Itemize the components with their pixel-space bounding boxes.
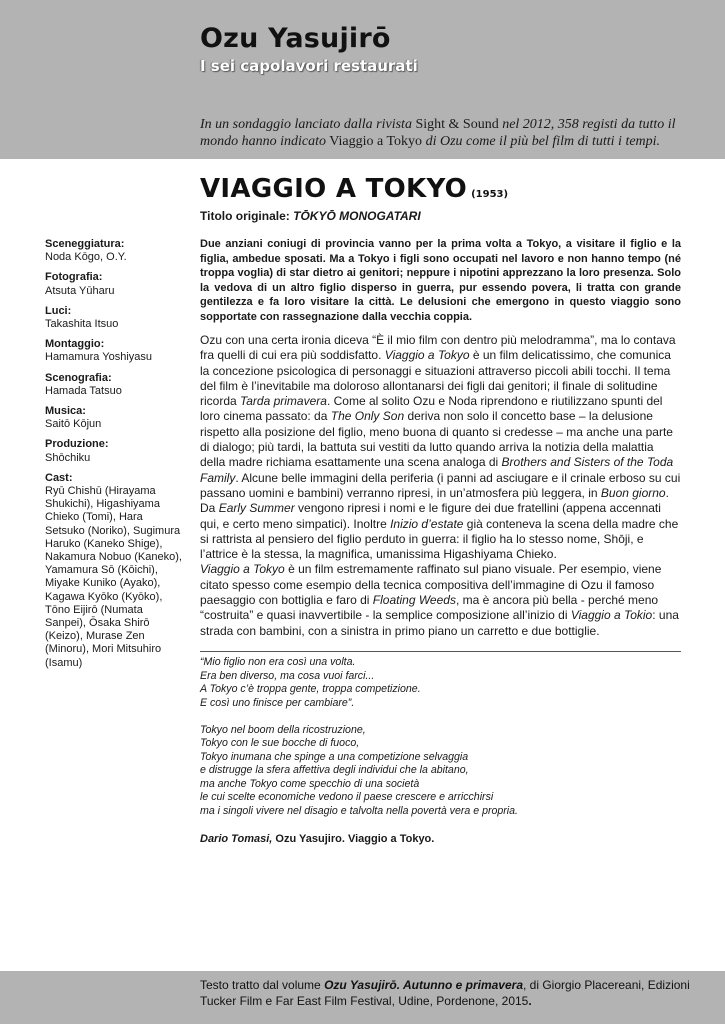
film-reference: Tarda primavera (240, 394, 327, 409)
intro-text (200, 116, 700, 150)
citation-author: Dario Tomasi, (200, 833, 273, 845)
quote-line: ma anche Tokyo come specchio di una società (200, 777, 420, 790)
film-reference: Brothers and Sisters of the Toda Family (200, 455, 674, 485)
intro-part2: nel 2012, 358 registi da tutto il mondo hanno indicato (200, 117, 676, 149)
text-run: già conteneva la scena della madre che si rattrista al pensiero del figlio perduto in guerra: il figlio ha lo stesso nome, Shōji, e l’attrice è la stessa, la magnifica, umanissima Higashiyama Chieko. (200, 516, 679, 562)
credit-role: Montaggio: (45, 338, 105, 351)
credit-role: Cast: (45, 471, 73, 484)
credit-role: Sceneggiatura: (45, 238, 125, 250)
credit-role: Fotografia: (45, 271, 103, 284)
credit-name: Noda Kōgo, O.Y. (45, 251, 127, 264)
intro-film: Viaggio a Tokyo (329, 134, 423, 149)
credits-column (45, 238, 185, 677)
text-run: . Da (200, 485, 669, 516)
quote-line: A Tokyo c’è troppa gente, troppa competizione. (200, 683, 421, 695)
text-run: deriva non solo il concetto base – la delusione rispetto alla posizione del figlio, meno buona di quanto si credesse – ma anche una parte di dialogo; più tardi, la battuta sui vestiti da lutto quando arriva la notizia della malattia della madre richiama esattamente una scena analoga di (200, 409, 673, 470)
film-reference: Floating Weeds (372, 593, 456, 608)
source-end: . (528, 993, 532, 1008)
credit-name: Takashita Itsuo (45, 318, 119, 331)
film-year: (1953) (471, 189, 509, 200)
source-details: , di Giorgio Placereani, Edizioni Tucker Film e Far East Film Festival, Udine, Pordenone, 2015 (200, 978, 690, 1008)
quote-line: ma i singoli vivere nel disagio e talvolta nella povertà vera e propria. (200, 804, 518, 817)
film-title: VIAGGIO A TOKYO (200, 174, 468, 204)
quote-citation (200, 833, 434, 845)
credit-name: Hamada Tatsuo (45, 384, 122, 397)
source-book-title: Ozu Yasujirō. Autunno e primavera (324, 978, 523, 992)
text-run: . Alcune belle immagini della periferia (i panni ad asciugare e il crinale erboso su cui passano uomini e bambini) verranno ripresi, in un’atmosfera più leggera, in (200, 470, 681, 500)
film-reference: Inizio d’estate (390, 516, 464, 531)
credit-name: Hamamura Yoshiyasu (45, 351, 153, 364)
quote-line: le cui scelte economiche vedono il paese crescere e arricchirsi (200, 791, 494, 803)
credit-role: Scenografia: (45, 371, 112, 384)
film-reference: The Only Son (330, 409, 405, 424)
intro-part1: In un sondaggio lanciato dalla rivista (200, 117, 412, 132)
page-title: Ozu Yasujirō (200, 23, 391, 54)
article-paragraph (200, 562, 681, 638)
text-run: è un film estremamente raffinato sul piano visuale. Per esempio, viene citato spesso come esempio della tecnica compositiva dell’immagine di Ozu il famoso paesaggio con bottiglia e faro di (200, 562, 662, 608)
credit-photography (45, 271, 185, 297)
source-prefix: Testo tratto dal volume (200, 978, 325, 992)
text-run: . Come al solito Ozu e Noda riprendono e riutilizzano spunti del loro cinema passato: da (200, 394, 663, 424)
quote-block (200, 656, 681, 832)
citation-work: Ozu Yasujiro. Viaggio a Tokyo. (275, 833, 435, 845)
text-run: Ozu con una certa ironia diceva “È il mio film con dentro più melodramma”, ma lo contava fra quelli di cui era più soddisfatto. (200, 333, 676, 363)
credit-role: Produzione: (45, 438, 109, 451)
quote-line: e distrugge la sfera affettiva degli individui che la abitano, (200, 764, 469, 776)
original-title (200, 209, 421, 223)
credit-set-design (45, 372, 185, 398)
film-heading (200, 174, 508, 204)
film-reference: Early Summer (218, 501, 295, 516)
film-reference: Viaggio a Tokyo (384, 348, 470, 363)
quote-line: Tokyo con le sue bocche di fuoco, (200, 737, 360, 749)
credit-role: Luci: (45, 304, 72, 317)
article-paragraph (200, 333, 681, 562)
credit-name: Ryū Chishū (Hirayama Shukichi), Higashiyama Chieko (Tomi), Hara Setsuko (Noriko), Sugimura Haruko (Kaneko Shige), Nakamura Nobuo (Kaneko), Yamamura Sō (Kōichi), Miyake Kuniko (Ayako), Kagawa Kyōko (Kyōko), Tōno Eijirō (Numata Sanpei), Ōsaka Shirō (Keizo), Murase Zen (Minoru), Mori Mitsuhiro (Isamu) (45, 485, 182, 669)
film-reference: Viaggio a Tokyo (200, 562, 285, 577)
credit-role: Musica: (45, 405, 86, 418)
quote-line: Tokyo nel boom della ricostruzione, (200, 723, 366, 736)
page-subtitle: I sei capolavori restaurati (200, 57, 418, 75)
original-title-value: TŌKYŌ MONOGATARI (293, 209, 421, 223)
quote-line: Tokyo inumana che spinge a una competizione selvaggia (200, 750, 469, 763)
intro-part3: di Ozu come il più bel film di tutti i tempi. (425, 134, 661, 149)
film-reference: Buon giorno (600, 485, 666, 500)
credit-screenplay (45, 238, 185, 264)
credit-name: Saitō Kōjun (45, 418, 102, 431)
header-band (0, 0, 725, 159)
footer-band (0, 971, 725, 1024)
text-run: è un film delicatissimo, che comunica la concezione psicologica di personaggi e situazioni attraverso piccoli abili tocchi. Il tema del film è l’inevitabile ma doloroso allontanarsi dei figli dai genitori; il finale di solitudine ricorda (200, 348, 671, 409)
quote-line: E così uno finisce per cambiare”. (200, 696, 355, 709)
section-divider (200, 651, 681, 652)
article-body (200, 333, 681, 639)
source-note (200, 978, 700, 1009)
credit-lighting (45, 305, 185, 331)
credit-name: Atsuta Yūharu (45, 284, 115, 297)
text-run: , ma è ancora più bella - perché meno “costruita” e quasi inavvertibile - la semplice composizione all’inizio di (200, 593, 659, 623)
credit-music (45, 405, 185, 431)
quote-line: “Mio figlio non era così una volta. (200, 656, 356, 668)
quote-stanza (200, 656, 681, 710)
credit-name: Shōchiku (45, 451, 91, 464)
original-title-label: Titolo originale: (200, 209, 290, 223)
text-run: : una strada con bambini, con a sinistra in primo piano un carretto e due bottiglie. (200, 608, 679, 638)
film-reference: Viaggio a Tokio (570, 608, 653, 623)
credit-cast (45, 472, 185, 670)
text-run: vengono ripresi i nomi e le figure dei due fratellini (appena accennati qui, e certo meno simpatici). Inoltre (200, 501, 661, 531)
intro-magazine: Sight & Sound (415, 117, 499, 132)
credit-editing (45, 338, 185, 364)
quote-line: Era ben diverso, ma cosa vuoi farci... (200, 669, 375, 682)
quote-stanza (200, 724, 681, 819)
credit-production (45, 438, 185, 464)
synopsis: Due anziani coniugi di provincia vanno per la prima volta a Tokyo, a visitare il figlio e la figlia, ambedue sposati. Ma a Tokyo i figli sono occupati nel lavoro e non hanno tempo (né troppa voglia) di star dietro ai genitori; neppure i nipotini apprezzano la loro presenza. Solo la vedova di un altro figlio disperso in guerra, pur essendo povera, li tratta con grande gentilezza e fa loro visitare la città. Le delusioni che emergono in questo viaggio sono sopportate con rassegnazione dalla vecchia coppia. (200, 238, 681, 323)
